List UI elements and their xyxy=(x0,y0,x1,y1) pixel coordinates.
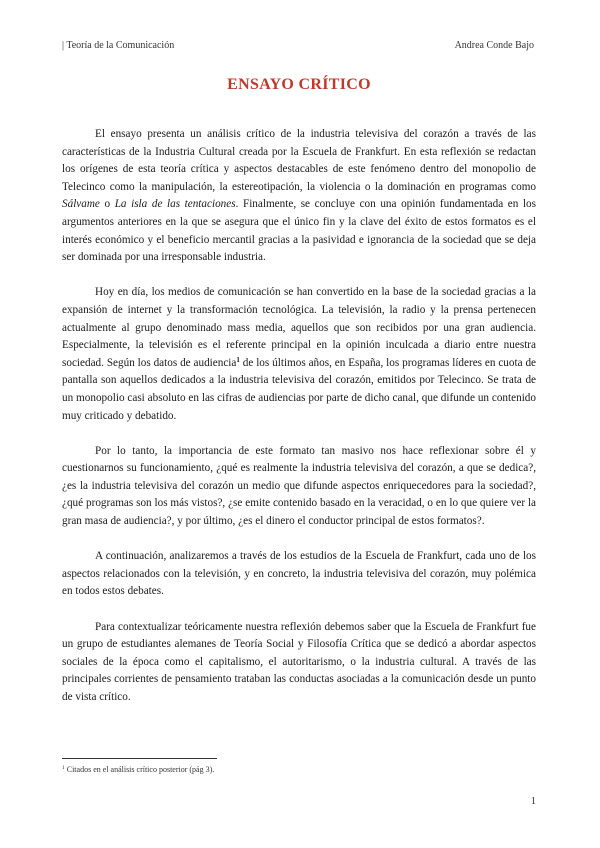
document-title: ENSAYO CRÍTICO xyxy=(227,76,371,93)
paragraph-frankfurt: Para contextualizar teóricamente nuestra reflexión debemos saber que la Escuela de Frankfurt fue un grupo de estudiantes alemanes de Teoría Social y Filosofía Crítica que se dedicó a abordar aspectos sociales de la época como el capitalismo, el autoritarismo, o la industria cultural. A través de las principales corrientes de pensamiento trataban las conductas asociadas a la comunicación desde un punto de vista crítico. xyxy=(62,620,536,703)
abstract-text-a: El ensayo presenta un análisis crítico de la industria televisiva del corazón a través de las características de la Industria Cultural creada por la Escuela de Frankfurt. En esta reflexión se redactan los orígenes de esta teoría crítica y aspectos destacables de este fenómeno dentro del monopolio de Telecinco como la manipulación, la estereotipación, la violencia o la dominación en programas como xyxy=(62,128,536,193)
page-number: 1 xyxy=(530,796,536,807)
paragraph-analysis: A continuación, analizaremos a través de los estudios de la Escuela de Frankfurt, cada uno de los aspectos relacionados con la televisión, y en concreto, la industria televisiva del corazón, muy polémica en todos estos debates. xyxy=(62,550,536,598)
paragraph-intro xyxy=(62,284,536,425)
abstract-text-c: . Finalmente, se concluye con una opinión fundamentada en los argumentos anteriores en la que se asegura que el único fin y la clave del éxito de estos formatos es el interés económico y el beneficio mercantil gracias a la pasividad e ignorancia de la sociedad que se deja ser dominada por una irresponsable industria. xyxy=(62,198,536,264)
footnote-mark: 1 xyxy=(62,765,65,771)
footnote-reference[interactable]: 1 xyxy=(236,355,240,364)
paragraph-abstract xyxy=(62,126,536,267)
show-title-salvame: Sálvame xyxy=(62,198,100,211)
paragraph-questions: Por lo tanto, la importancia de este formato tan masivo nos hace reflexionar sobre él y cuestionarnos su funcionamiento, ¿qué es realmente la industria televisiva del corazón, a que se dedica?, ¿es la industria televisiva del corazón un medio que difunde aspectos enriquecedores para la sociedad?, ¿qué programas son los más vistos?, ¿se emite contenido basado en la veracidad, o en lo que quiere ver la gran masa de audiencia?, y por último, ¿es el dinero el conductor principal de estos formatos?. xyxy=(62,444,536,528)
footnote-text: Citados en el análisis crítico posterior (pág 3). xyxy=(64,765,215,774)
footnote-divider xyxy=(62,758,217,759)
header-author: Andrea Conde Bajo xyxy=(454,40,534,51)
intro-text-a: Hoy en día, los medios de comunicación se han convertido en la base de la sociedad gracias a la expansión de internet y la transformación tecnológica. La televisión, la radio y la prensa pertenecen actualmente al grupo denominado mass media, aquellos que son recibidos por una gran audiencia. Especialmente, la televisión es el referente principal en la opinión inculcada a diario entre nuestra sociedad. Según los datos de audiencia xyxy=(62,286,536,369)
page-header xyxy=(62,40,534,54)
footnote xyxy=(62,765,214,774)
document-body xyxy=(62,126,536,707)
show-title-isla: La isla de las tentaciones xyxy=(114,198,236,211)
abstract-text-b: o xyxy=(99,198,115,211)
header-course-title: | Teoría de la Comunicación xyxy=(62,40,175,51)
intro-text-b: de los últimos años, en España, los programas líderes en cuota de pantalla son aquellos dedicados a la industria televisiva del corazón, emitidos por Telecinco. Se trata de un monopolio casi absoluto en las cifras de audiencias por parte de dicho canal, que difunde un contenido muy criticado y debatido. xyxy=(62,356,537,422)
